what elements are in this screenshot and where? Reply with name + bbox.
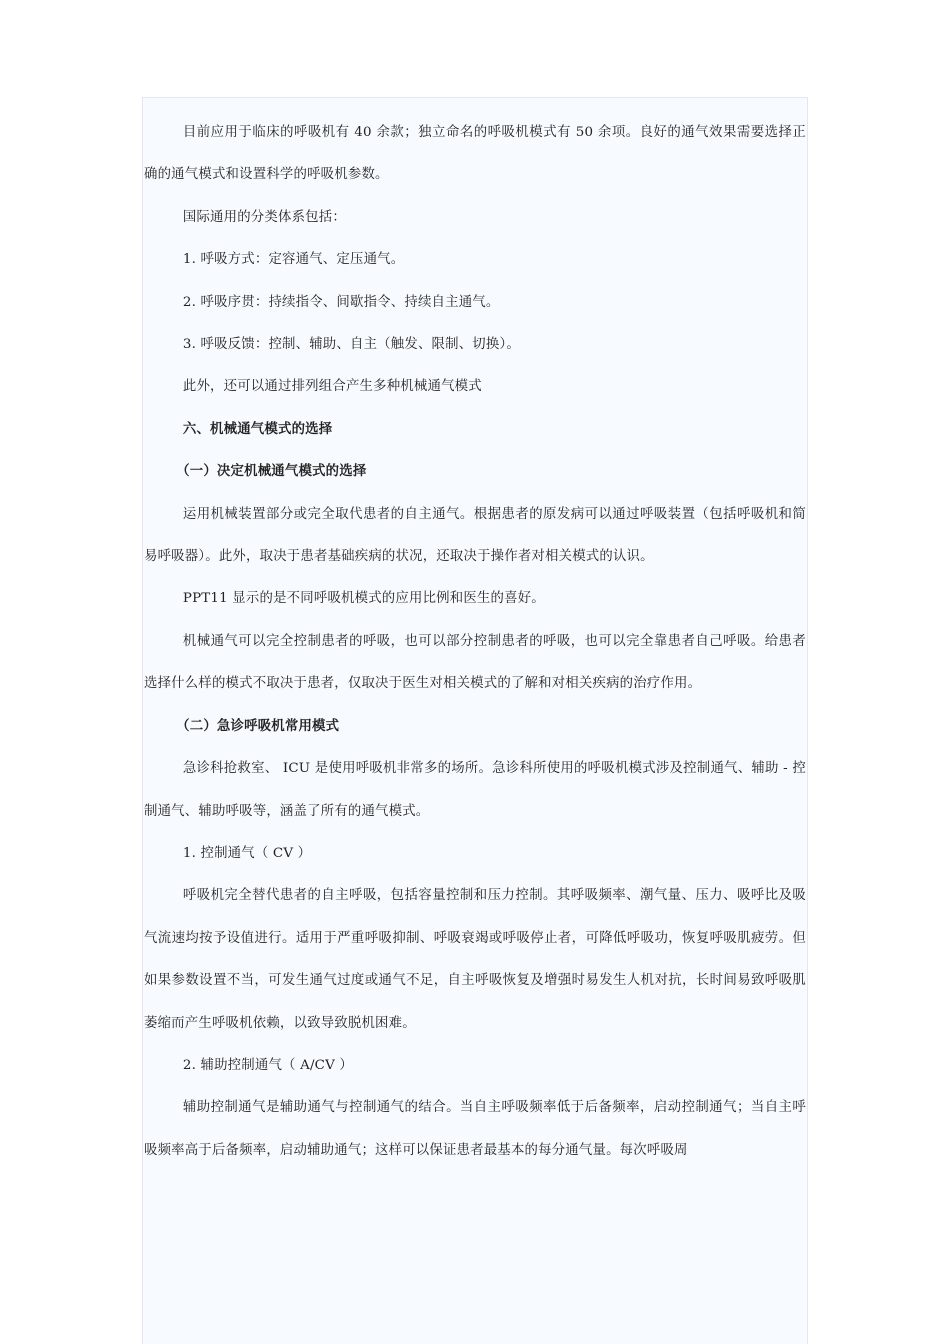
list-item: 2. 呼吸序贯：持续指令、间歇指令、持续自主通气。 bbox=[182, 294, 500, 310]
list-item: 1. 控制通气（ CV ） bbox=[182, 845, 312, 861]
article-content-box bbox=[142, 97, 808, 1344]
paragraph: 目前应用于临床的呼吸机有 40 余款；独立命名的呼吸机模式有 50 余项。良好的通气效果需要选择正确的通气模式和设置科学的呼吸机参数。 bbox=[144, 125, 806, 183]
paragraph: 运用机械装置部分或完全取代患者的自主通气。根据患者的原发病可以通过呼吸装置（包括呼吸机和简易呼吸器）。此外，取决于患者基础疾病的状况，还取决于操作者对相关模式的认识。 bbox=[144, 506, 806, 565]
list-item: 2. 辅助控制通气（ A/CV ） bbox=[182, 1057, 354, 1073]
paragraph: 呼吸机完全替代患者的自主呼吸，包括容量控制和压力控制。其呼吸频率、潮气量、压力、吸呼比及吸气流速均按予设值进行。适用于严重呼吸抑制、呼吸衰竭或呼吸停止者，可降低呼吸功，恢复呼吸肌疲劳。但如果参数设置不当，可发生通气过度或通气不足，自主呼吸恢复及增强时易发生人机对抗，长时间易致呼吸肌萎缩而产生呼吸机依赖，以致导致脱机困难。 bbox=[144, 888, 806, 1031]
paragraph: 急诊科抢救室、 ICU 是使用呼吸机非常多的场所。急诊科所使用的呼吸机模式涉及控制通气、辅助 - 控制通气、辅助呼吸等，涵盖了所有的通气模式。 bbox=[144, 761, 806, 819]
paragraph: 机械通气可以完全控制患者的呼吸，也可以部分控制患者的呼吸，也可以完全靠患者自己呼吸。给患者选择什么样的模式不取决于患者，仅取决于医生对相关模式的了解和对相关疾病的治疗作用。 bbox=[144, 633, 806, 692]
paragraph: 国际通用的分类体系包括： bbox=[182, 209, 346, 225]
paragraph: 辅助控制通气是辅助通气与控制通气的结合。当自主呼吸频率低于后备频率，启动控制通气；当自主呼吸频率高于后备频率，启动辅助通气；这样可以保证患者最基本的每分通气量。每次呼吸周 bbox=[144, 1100, 806, 1158]
section-subheading: （二）急诊呼吸机常用模式 bbox=[176, 718, 340, 734]
section-subheading: （一）决定机械通气模式的选择 bbox=[176, 464, 367, 480]
paragraph: 此外，还可以通过排列组合产生多种机械通气模式 bbox=[182, 379, 482, 395]
list-item: 1. 呼吸方式：定容通气、定压通气。 bbox=[182, 252, 405, 268]
section-heading: 六、机械通气模式的选择 bbox=[182, 421, 333, 437]
paragraph: PPT11 显示的是不同呼吸机模式的应用比例和医生的喜好。 bbox=[182, 591, 545, 607]
list-item: 3. 呼吸反馈：控制、辅助、自主（触发、限制、切换）。 bbox=[182, 337, 520, 353]
article-text bbox=[144, 98, 806, 1172]
